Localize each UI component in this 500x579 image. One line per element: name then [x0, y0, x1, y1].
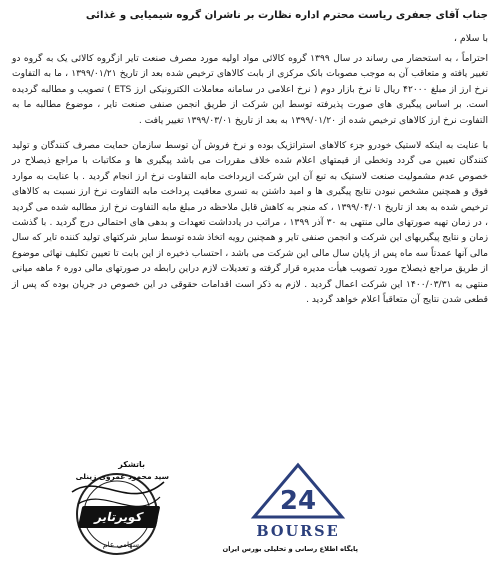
- signature-stamp: [60, 452, 175, 570]
- bourse24-logo: [222, 461, 358, 573]
- letter-title: جناب آقای جعفری ریاست محترم اداره نظارت بر ناشران گروه شیمیایی و غذائی: [85, 10, 488, 21]
- letter-paragraph-2: با عنایت به اینکه لاستیک خودرو جزء کالاهای استراتژیک بوده و نرخ فروش آن توسط سازمان حمایت مصرف کنندگان و تولید کنندگان تعیین می گردد وتخطی از قیمتهای اعلام شده خلاف مقررات می باشد پیگیری ها و مکاتبات با مراجع ذیصلاح در خصوص عدم مشمولیت صنعت لاستیک به تبع آن این شرکت ازپرداخت مابه التفاوت نرخ ارز انجام گردید . با عنایت به موارد فوق و همچنین مشخص نبودن نتایج پیگیری ها و امید داشتن به تسری معافیت پرداخت مابه التفاوت نرخ ارز نسبت به کالاهای ترخیص شده به بعد از تاریخ ۱۳۹۹/۰۴/۰۱ ، که منجر به کاهش قابل ملاحظه در مبلغ مابه التفاوت نرخ ارز مطالبه شده می گردید ، در زمان تهیه صورتهای مالی منتهی به ۳۰ آذر ۱۳۹۹ ، مراتب در یادداشت تعهدات و بدهی های احتمالی درج گردید . با گذشت زمان و نتایج پیگیریهای این شرکت و انجمن صنفی تایر و همچنین رویه اتخاذ شده توسط سایر شرکتهای تولید کننده تایر که سال مالی آنها عمدتاً سه ماه پس از پایان سال مالی این شرکت می باشد ، احتساب ذخیره از این بابت تا تعیین تکلیف نهائی موضوع از طریق مراجع ذیصلاح مورد تصویب هیأت مدیره قرار گرفته و تعدیلات لازم دراین رابطه در صورتهای مالی دوره ۶ ماهه میانی منتهی به ۱۴۰۰/۰۳/۳۱ این شرکت اعمال گردید . لازم به ذکر است اقدامات حقوقی در این خصوص در جریان بوده که پس از قطعی شدن نتایج آن متعاقباً اعلام خواهد گردید .: [12, 141, 489, 306]
- logo-number: 24: [279, 486, 317, 516]
- bourse24-emblem: [238, 461, 358, 523]
- letter-greeting: با سلام ،: [453, 33, 488, 44]
- stamp-thanks: باتشکر: [118, 460, 145, 469]
- logo-tagline: پایگاه اطلاع رسانی و تحلیلی بورس ایران: [222, 545, 358, 553]
- letter-paragraph-1: احتراماً ، به استحضار می رساند در سال ۱۳۹۹ گروه کالائی مواد اولیه مورد مصرف صنعت تایر ازگروه کالائی یک به گروه دو تغییر یافته و متعاقب آن به موجب مصوبات بانک مرکزی از بابت کالاهای ترخیص شده بعد از تاریخ ۱۳۹۹/۰۱/۲۱ ، ما به التفاوت نرخ ارز از مبلغ ۴۲۰۰۰ ریال تا نرخ بازار دوم ( نرخ اعلامی در سامانه معاملات الکترونیکی ارز ETS ) تصویب و مطالبه گردیده است. بر اساس پیگیری های صورت پذیرفته توسط این شرکت از طریق انجمن صنفی صنعت تایر ، موضوع مطالبه ما به التفاوت نرخ ارز کالاهای ترخیص شده از ۱۳۹۹/۰۱/۲۰ به بعد از تاریخ ۱۳۹۹/۰۳/۰۱ تغییر یافت .: [12, 54, 488, 126]
- logo-word: BOURSE: [256, 523, 340, 540]
- stamp-signer-name: سید محمود عمروی زینلی: [75, 472, 169, 481]
- stamp-company-brand: کویرتایر: [78, 506, 161, 528]
- stamp-company-type: سهامی عام: [102, 540, 139, 549]
